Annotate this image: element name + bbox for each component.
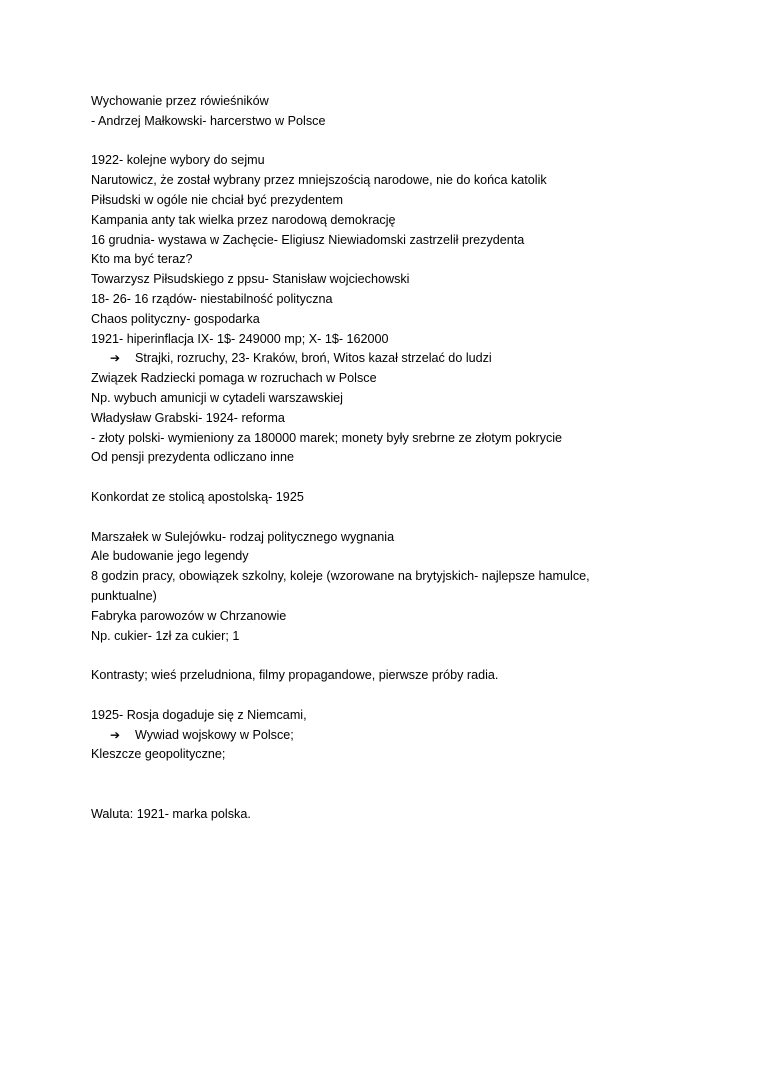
blank-line — [91, 468, 691, 488]
text-line: Związek Radziecki pomaga w rozruchach w Polsce — [91, 371, 377, 386]
text-line: Marszałek w Sulejówku- rodzaj politycznego wygnania — [91, 529, 395, 544]
text-line: Waluta: 1921- marka polska. — [91, 806, 251, 821]
blank-line — [91, 646, 691, 666]
text-line: Kto ma być teraz? — [91, 252, 193, 267]
text-line: Fabryka parowozów w Chrzanowie — [91, 608, 287, 623]
text-line: 8 godzin pracy, obowiązek szkolny, koleje (wzorowane na brytyjskich- najlepsze hamulce, punktualne) — [91, 569, 590, 603]
text-line: Np. wybuch amunicji w cytadeli warszawskiej — [91, 390, 343, 405]
blank-line — [91, 785, 691, 805]
text-line: - złoty polski- wymieniony za 180000 marek; monety były srebrne ze złotym pokrycie — [91, 430, 563, 445]
text-line: Konkordat ze stolicą apostolską- 1925 — [91, 489, 304, 504]
text-line: 1925- Rosja dogaduje się z Niemcami, — [91, 707, 307, 722]
bullet-item — [91, 349, 691, 369]
text-line: Władysław Grabski- 1924- reforma — [91, 410, 285, 425]
text-line: 18- 26- 16 rządów- niestabilność polityczna — [91, 291, 333, 306]
blank-line — [91, 765, 691, 785]
text-line: 1921- hiperinflacja IX- 1$- 249000 mp; X- 1$- 162000 — [91, 331, 389, 346]
bullet-text: Wywiad wojskowy w Polsce; — [135, 727, 294, 742]
text-line: Od pensji prezydenta odliczano inne — [91, 450, 295, 465]
text-line: Wychowanie przez rówieśników — [91, 94, 269, 108]
text-line: Narutowicz, że został wybrany przez mniejszością narodowe, nie do końca katolik — [91, 173, 547, 188]
text-line: - Andrzej Małkowski- harcerstwo w Polsce — [91, 113, 326, 128]
text-line: Towarzysz Piłsudskiego z ppsu- Stanisław wojciechowski — [91, 272, 410, 287]
blank-line — [91, 686, 691, 706]
text-line: 1922- kolejne wybory do sejmu — [91, 153, 265, 168]
arrow-right-icon: ➔ — [110, 351, 121, 366]
arrow-right-icon: ➔ — [110, 727, 121, 742]
text-line: Kampania anty tak wielka przez narodową demokrację — [91, 212, 396, 227]
blank-line — [91, 132, 691, 152]
text-line: Chaos polityczny- gospodarka — [91, 311, 260, 326]
document-body — [91, 92, 691, 824]
blank-line — [91, 508, 691, 528]
text-line: Kontrasty; wieś przeludniona, filmy propagandowe, pierwsze próby radia. — [91, 668, 499, 683]
text-line: Piłsudski w ogóle nie chciał być prezydentem — [91, 192, 343, 207]
bullet-item — [91, 726, 691, 746]
text-line: Np. cukier- 1zł za cukier; 1 — [91, 628, 240, 643]
bullet-text: Strajki, rozruchy, 23- Kraków, broń, Witos kazał strzelać do ludzi — [135, 351, 492, 366]
text-line: Ale budowanie jego legendy — [91, 549, 249, 564]
text-line: Kleszcze geopolityczne; — [91, 747, 226, 762]
text-line: 16 grudnia- wystawa w Zachęcie- Eligiusz Niewiadomski zastrzelił prezydenta — [91, 232, 525, 247]
